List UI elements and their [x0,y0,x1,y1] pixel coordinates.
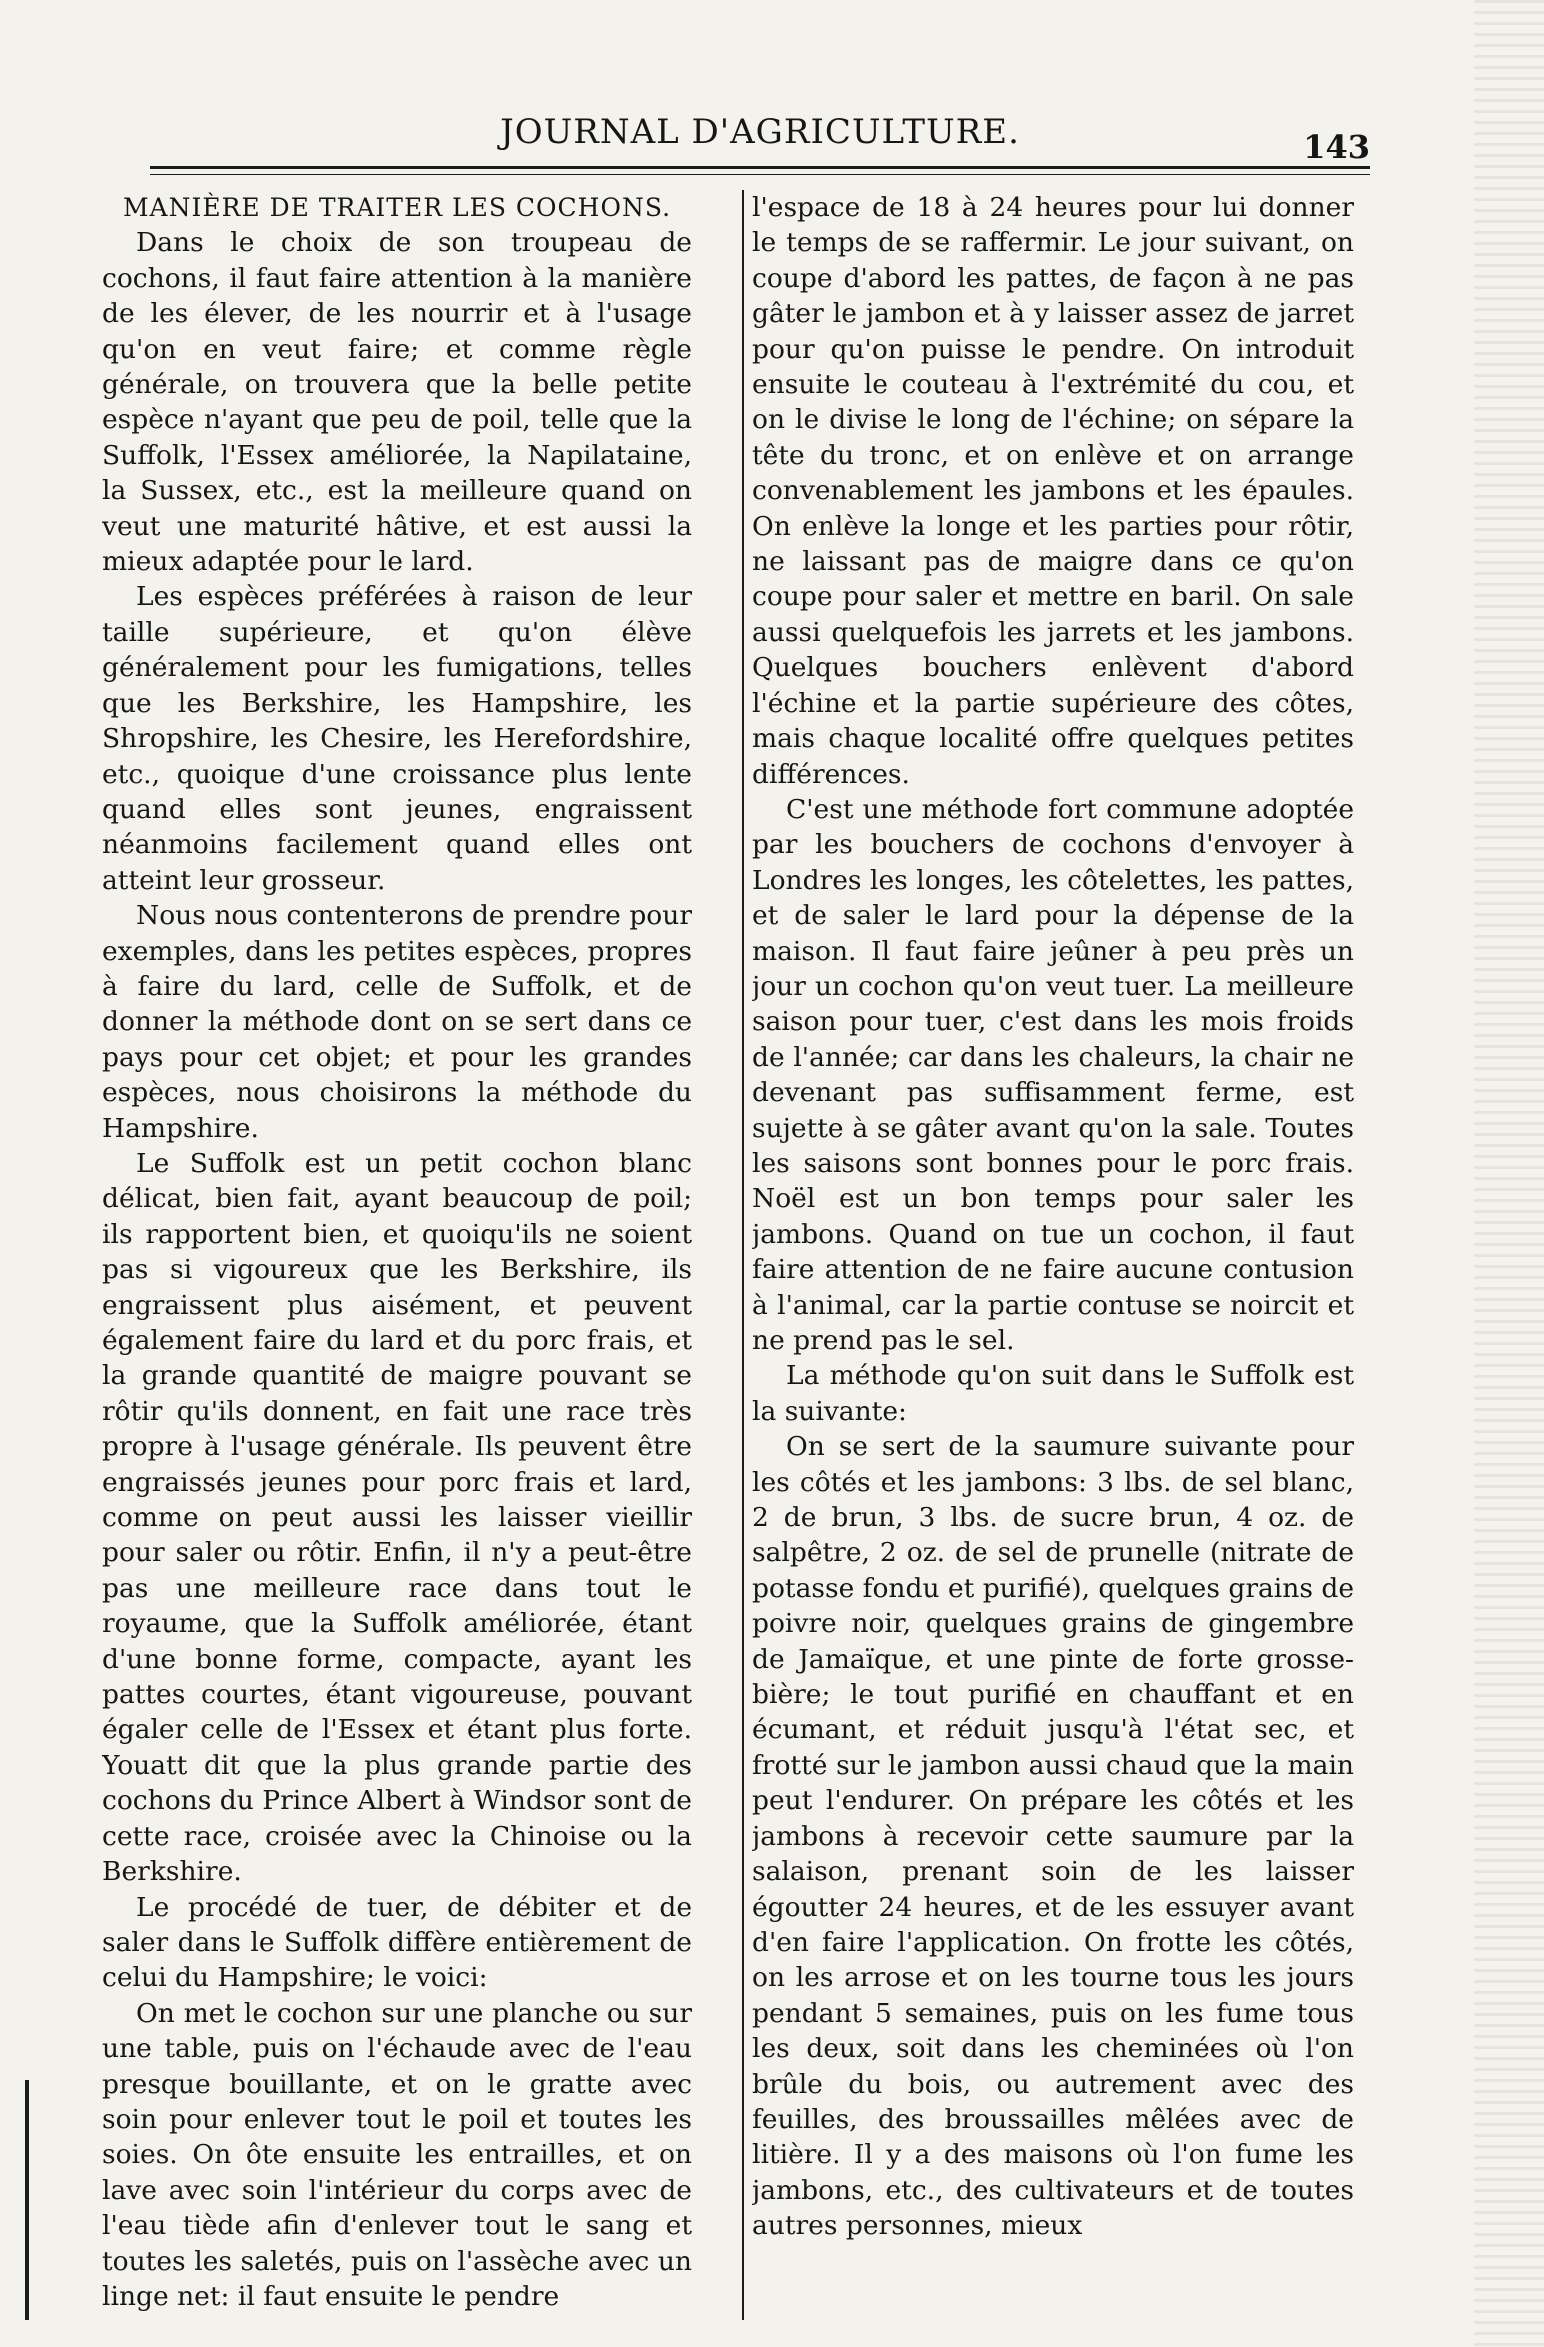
scan-margin [1474,0,1544,2347]
running-title: JOURNAL D'AGRICULTURE. [500,112,1020,152]
paragraph-continued: l'espace de 18 à 24 heures pour lui donner le temps de se raffermir. Le jour suivant, on coupe d'abord les pattes, de façon à ne pas gâter le jambon et à y laisser assez de jarret pour qu'on puisse le pendre. On introduit ensuite le couteau à l'extrémité du cou, et on le divise le long de l'échine; on sépare la tête du tronc, et on enlève et on arrange convenablement les jambons et les épaules. On enlève la longe et les parties pour rôtir, ne laissant pas de maigre dans ce qu'on coupe pour saler et mettre en baril. On sale aussi quelquefois les jarrets et les jambons. Quelques bouchers enlèvent d'abord l'échine et la partie supérieure des côtes, mais chaque localité offre quelques petites différences. [752,192,1354,790]
paragraph: Le Suffolk est un petit cochon blanc délicat, bien fait, ayant beaucoup de poil; ils rapportent bien, et quoiqu'ils ne soient pas si vigoureux que les Berkshire, ils engraissent plus aisément, et peuvent également faire du lard et du porc frais, et la grande quantité de maigre pouvant se rôtir qu'ils donnent, en fait une race très propre à l'usage générale. Ils peuvent être engraissés jeunes pour porc frais et lard, comme on peut aussi les laisser vieillir pour saler ou rôtir. Enfin, il n'y a peut-être pas une meilleure race dans tout le royaume, que la Suffolk améliorée, étant d'une bonne forme, compacte, ayant les pattes courtes, étant vigoureuse, pouvant égaler celle de l'Essex et étant plus forte. Youatt dit que la plus grande partie des cochons du Prince Albert à Windsor sont de cette race, croisée avec la Chinoise ou la Berkshire. [102,1147,692,1888]
paragraph: On se sert de la saumure suivante pour les côtés et les jambons: 3 lbs. de sel blanc, 2 de brun, 3 lbs. de sucre brun, 4 oz. de salpêtre, 2 oz. de sel de prunelle (nitrate de potasse fondu et purifié), quelques grains de poivre noir, quelques grains de gingembre de Jamaïque, et une pinte de forte grosse-bière; le tout purifié en chauffant et en écumant, et réduit jusqu'à l'état sec, et frotté sur le jambon aussi chaud que la main peut l'endurer. On prépare les côtés et les jambons à recevoir cette saumure par la salaison, prenant soin de les laisser égoutter 24 heures, et de les essuyer avant d'en faire l'application. On frotte les côtés, on les arrose et on les tourne tous les jours pendant 5 semaines, puis on les fume tous les deux, soit dans les cheminées où l'on brûle du bois, ou autrement avec des feuilles, des broussailles mêlées avec de litière. Il y a des maisons où l'on fume les jambons, etc., des cultivateurs et de toutes autres personnes, mieux [752,1431,1354,2242]
page-edge-mark [25,2080,29,2320]
paragraph: Dans le choix de son troupeau de cochons, il faut faire attention à la manière de les élever, de les nourrir et à l'usage qu'on en veut faire; et comme règle générale, on trouvera que la belle petite espèce n'ayant que peu de poil, telle que la Suffolk, l'Essex améliorée, la Napilataine, la Sussex, etc., est la meilleure quand on veut une maturité hâtive, et est aussi la mieux adaptée pour le lard. [102,227,692,578]
header-rule-thin [150,174,1370,175]
article-title: MANIÈRE DE TRAITER LES COCHONS. [122,193,672,222]
page-number: 143 [1303,128,1370,166]
column-separator [742,190,744,2320]
paragraph: La méthode qu'on suit dans le Suffolk est la suivante: [752,1360,1354,1427]
running-head [150,112,1370,168]
left-column [102,190,692,2330]
paragraph: C'est une méthode fort commune adoptée par les bouchers de cochons d'envoyer à Londres les longes, les côtelettes, les pattes, et de saler le lard pour la dépense de la maison. Il faut faire jeûner à peu près un jour un cochon qu'on veut tuer. La meilleure saison pour tuer, c'est dans les mois froids de l'année; car dans les chaleurs, la chair ne devenant pas suffisamment ferme, est sujette à se gâter avant qu'on la sale. Toutes les saisons sont bonnes pour le porc frais. Noël est un bon temps pour saler les jambons. Quand on tue un cochon, il faut faire attention de ne faire aucune contusion à l'animal, car la partie contuse se noircit et ne prend pas le sel. [752,793,1354,1356]
paragraph: Le procédé de tuer, de débiter et de saler dans le Suffolk diffère entièrement de celui du Hampshire; le voici: [102,1891,692,1994]
header-rule-thick [150,166,1370,169]
paragraph: On met le cochon sur une planche ou sur une table, puis on l'échaude avec de l'eau presque bouillante, et on le gratte avec soin pour enlever tout le poil et toutes les soies. On ôte ensuite les entrailles, et on lave avec soin l'intérieur du corps avec de l'eau tiède afin d'enlever tout le sang et toutes les saletés, puis on l'assèche avec un linge net: il faut ensuite le pendre [102,1997,692,2312]
right-column [752,190,1354,2330]
paragraph: Nous nous contenterons de prendre pour exemples, dans les petites espèces, propres à faire du lard, celle de Suffolk, et de donner la méthode dont on se sert dans ce pays pour cet objet; et pour les grandes espèces, nous choisirons la méthode du Hampshire. [102,900,692,1144]
paragraph: Les espèces préférées à raison de leur taille supérieure, et qu'on élève généralement pour les fumigations, telles que les Berkshire, les Hampshire, les Shropshire, les Chesire, les Herefordshire, etc., quoique d'une croissance plus lente quand elles sont jeunes, engraissent néanmoins facilement quand elles ont atteint leur grosseur. [102,581,692,896]
